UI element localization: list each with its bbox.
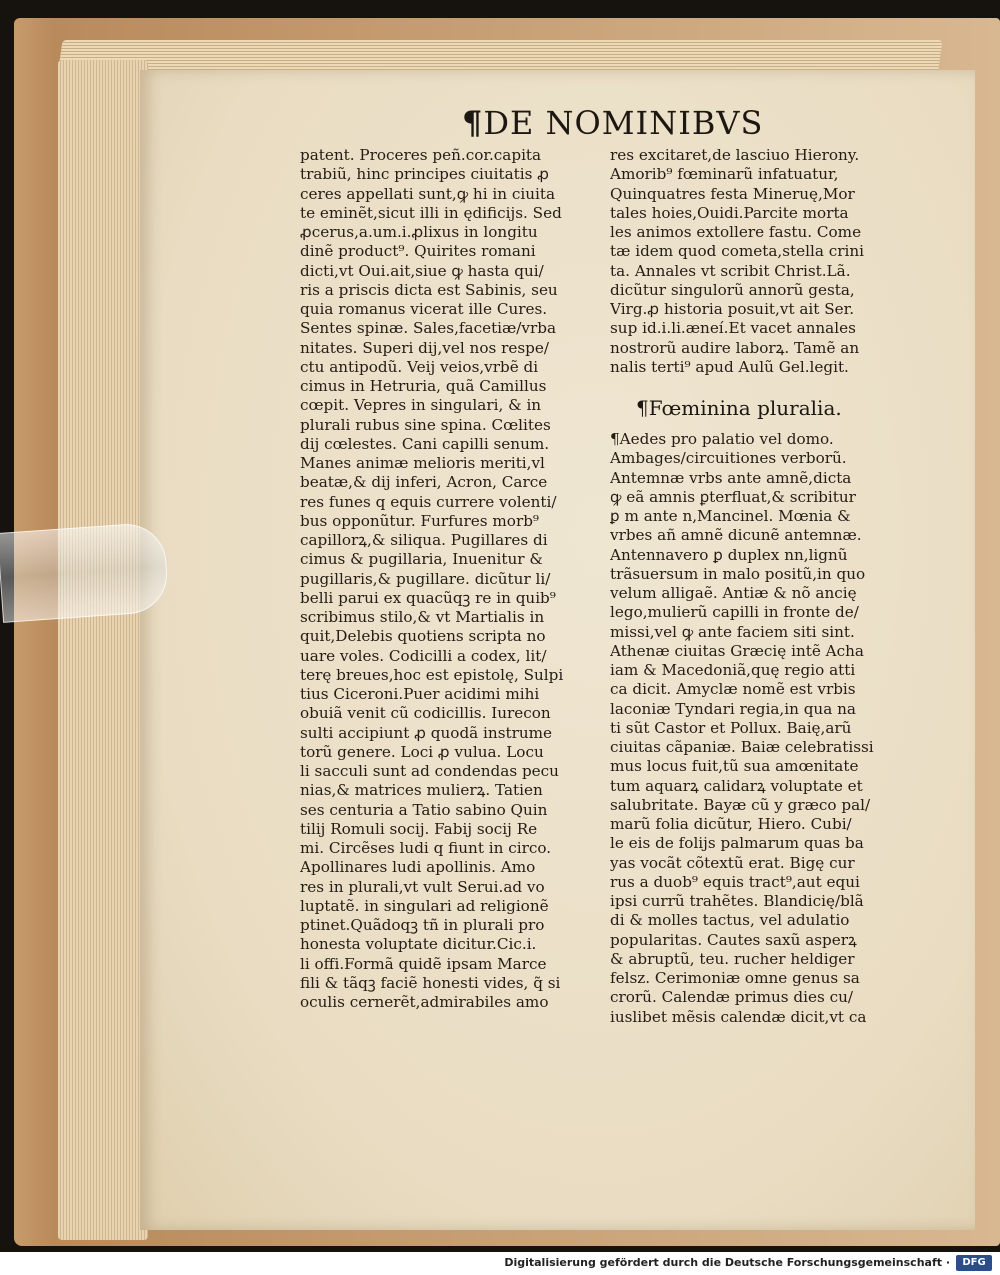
- pilcrow-icon: ¶: [462, 104, 484, 142]
- text-line: li offi.Formã quidẽ ipsam Marce: [300, 954, 547, 973]
- text-line: Ambages/circuitiones verborũ.: [610, 449, 847, 468]
- text-line: sulti accipiunt ꝓ quodã instrume: [300, 723, 553, 742]
- text-line: Manes animæ melioris meriti,vl: [300, 454, 545, 472]
- text-line: ses centuria a Tatio sabino Quin: [300, 800, 548, 819]
- glass-page-weight: [0, 521, 170, 622]
- text-line: Apollinares ludi apollinis. Amo: [300, 858, 536, 877]
- text-line: laconiæ Tyndari regia,in qua na: [610, 699, 856, 718]
- text-line: pugillaris,& pugillare. dicũtur li/: [300, 569, 551, 588]
- text-line: ptinet.Quãdoqꝫ tñ in plurali pro: [300, 916, 545, 934]
- text-line: ti sũt Castor et Pollux. Baię,arũ: [610, 718, 852, 737]
- text-line: luptatẽ. in singulari ad religionẽ: [300, 896, 549, 915]
- section-subheading: ¶Fœminina pluralia.: [636, 396, 842, 420]
- text-line: Amorib⁹ fœminarũ infatuatur,: [610, 165, 839, 184]
- text-line: fili & tãqꝫ faciẽ honesti vides, q̃ si: [300, 973, 561, 992]
- text-line: ta. Annales vt scribit Christ.Lã.: [610, 261, 851, 280]
- text-line: mi. Circẽses ludi q fiunt in circo.: [300, 839, 552, 857]
- text-line: trãsuersum in malo positũ,in quo: [610, 564, 866, 583]
- text-line: tum aquarꝝ calidarꝝ voluptate et: [610, 776, 863, 795]
- text-line: mus locus fuit,tũ sua amœnitate: [610, 757, 859, 776]
- text-line: plurali rubus sine spina. Cœlites: [300, 415, 551, 434]
- text-line: crorũ. Calendæ primus dies cu/: [610, 988, 853, 1007]
- text-line: cimus & pugillaria, Inuenitur &: [300, 550, 543, 569]
- text-line: ipsi currũ trahẽtes. Blandicię/blã: [610, 892, 864, 910]
- text-line: nostrorũ audire laborꝝ. Tamẽ an: [610, 338, 860, 357]
- footer-bar: [0, 1252, 1000, 1275]
- text-line: uare voles. Codicilli a codex, lit/: [300, 646, 547, 665]
- text-line: li sacculi sunt ad condendas pecu: [300, 762, 559, 780]
- text-line: tilij Romuli socij. Fabij socij Re: [300, 819, 538, 838]
- heading-text: DE NOMINIBVS: [483, 104, 764, 142]
- text-line: yas vocãt cõtextũ erat. Bigę cur: [610, 853, 855, 872]
- text-line: iuslibet mẽsis calendæ dicit,vt ca: [610, 1007, 867, 1026]
- text-line: felsz. Cerimoniæ omne genus sa: [610, 969, 860, 987]
- text-line: tius Ciceroni.Puer acidimi mihi: [300, 685, 540, 703]
- text-line: quia romanus vicerat ille Cures.: [300, 300, 548, 318]
- dfg-logo: DFG: [956, 1255, 992, 1271]
- right-text-column-bottom: [610, 430, 910, 1027]
- text-line: ris a priscis dicta est Sabinis, seu: [300, 280, 558, 299]
- text-line: lego,mulierũ capilli in fronte de/: [610, 603, 859, 622]
- text-line: quit,Delebis quotiens scripta no: [300, 627, 546, 646]
- text-line: honesta voluptate dicitur.Cic.i.: [300, 935, 537, 954]
- text-line: Quinquatres festa Mineruę,Mor: [610, 184, 855, 203]
- text-line: res excitaret,de lasciuo Hierony.: [610, 146, 860, 164]
- text-line: cimus in Hetruria, quã Camillus: [300, 377, 547, 395]
- text-line: belli parui ex quacũqꝫ re in quib⁹: [300, 588, 556, 607]
- text-line: tæ idem quod cometa,stella crini: [610, 242, 864, 261]
- text-line: beatæ,& dij inferi, Acron, Carce: [300, 473, 548, 492]
- text-line: Virg.ꝓ historia posuit,vt ait Ser.: [610, 300, 855, 318]
- text-line: bus opponũtur. Furfures morb⁹: [300, 511, 540, 530]
- text-line: res funes q equis currere volenti/: [300, 492, 557, 511]
- text-line: patent. Proceres peñ.cor.capita: [300, 146, 542, 164]
- text-line: les animos extollere fastu. Come: [610, 223, 862, 241]
- text-line: ꝑ m ante n,Mancinel. Mœnia &: [610, 507, 851, 525]
- text-line: sup id.i.li.æneí.Et vacet annales: [610, 319, 856, 338]
- text-line: ctu antipodũ. Veij veios,vrbẽ di: [300, 357, 539, 376]
- text-line: ca dicit. Amyclæ nomẽ est vrbis: [610, 680, 856, 699]
- text-line: popularitas. Cautes saxũ asperꝝ: [610, 930, 857, 949]
- text-line: di & molles tactus, vel adulatio: [610, 911, 850, 930]
- text-line: ¶Aedes pro palatio vel domo.: [610, 430, 834, 448]
- text-line: dicũtur singulorũ annorũ gesta,: [610, 280, 855, 299]
- text-line: dinẽ product⁹. Quirites romani: [300, 242, 536, 261]
- text-line: te eminẽt,sicut illi in ędificijs. Sed: [300, 203, 562, 222]
- text-line: nias,& matrices mulierꝝ. Tatien: [300, 781, 543, 800]
- text-line: missi,vel ꝙ ante faciem siti sint.: [610, 622, 855, 641]
- text-line: terę breues,hoc est epistolę, Sulpi: [300, 665, 564, 684]
- text-line: ꝓcerus,a.um.i.ꝓlixus in longitu: [300, 223, 538, 241]
- text-line: obuiã venit cũ codicillis. Iurecon: [300, 704, 551, 723]
- text-line: oculis cernerẽt,admirabiles amo: [300, 993, 549, 1011]
- text-line: iam & Macedoniã,quę regio atti: [610, 661, 856, 679]
- text-line: velum alligaẽ. Antiæ & nõ ancię: [610, 584, 857, 602]
- text-line: salubritate. Bayæ cũ y græco pal/: [610, 795, 871, 814]
- text-line: tales hoies,Ouidi.Parcite morta: [610, 203, 849, 222]
- text-line: scribimus stilo,& vt Martialis in: [300, 608, 545, 626]
- text-line: nalis terti⁹ apud Aulũ Gel.legit.: [610, 357, 849, 376]
- page-stack-left: [58, 60, 148, 1240]
- text-line: trabiũ, hinc principes ciuitatis ꝓ: [300, 165, 550, 184]
- text-line: Antemnæ vrbs ante amnẽ,dicta: [610, 468, 852, 487]
- text-line: capillorꝝ,& siliqua. Pugillares di: [300, 531, 548, 549]
- text-line: Antennavero ꝑ duplex nn,lignũ: [610, 545, 848, 564]
- text-line: vrbes añ amnẽ dicunẽ antemnæ.: [610, 526, 862, 545]
- right-text-column-top: [610, 146, 910, 377]
- text-line: dij cœlestes. Cani capilli senum.: [300, 434, 550, 453]
- funding-notice: Digitalisierung gefördert durch die Deutsche Forschungsgemeinschaft ·: [504, 1256, 950, 1269]
- left-text-column: [300, 146, 600, 1012]
- text-line: ꝙ eã amnis ꝑterfluat,& scribitur: [610, 487, 856, 506]
- text-line: ceres appellati sunt,ꝙ hi in ciuita: [300, 184, 556, 203]
- text-line: res in plurali,vt vult Serui.ad vo: [300, 877, 545, 896]
- text-line: ciuitas cãpaniæ. Baiæ celebratissi: [610, 738, 874, 756]
- text-line: cœpit. Vepres in singulari, & in: [300, 396, 542, 415]
- text-line: Sentes spinæ. Sales,facetiæ/vrba: [300, 319, 557, 338]
- text-line: le eis de folijs palmarum quas ba: [610, 834, 864, 853]
- page-heading: [462, 104, 782, 148]
- text-line: rus a duob⁹ equis tract⁹,aut equi: [610, 872, 860, 891]
- text-line: torũ genere. Loci ꝓ vulua. Locu: [300, 742, 544, 761]
- text-line: & abruptũ, teu. rucher heldiger: [610, 949, 855, 968]
- text-line: marũ folia dicũtur, Hiero. Cubi/: [610, 815, 852, 833]
- text-line: dicti,vt Oui.ait,siue ꝙ hasta qui/: [300, 261, 544, 280]
- text-line: Athenæ ciuitas Græcię intẽ Acha: [610, 641, 864, 660]
- text-line: nitates. Superi dij,vel nos respe/: [300, 338, 549, 357]
